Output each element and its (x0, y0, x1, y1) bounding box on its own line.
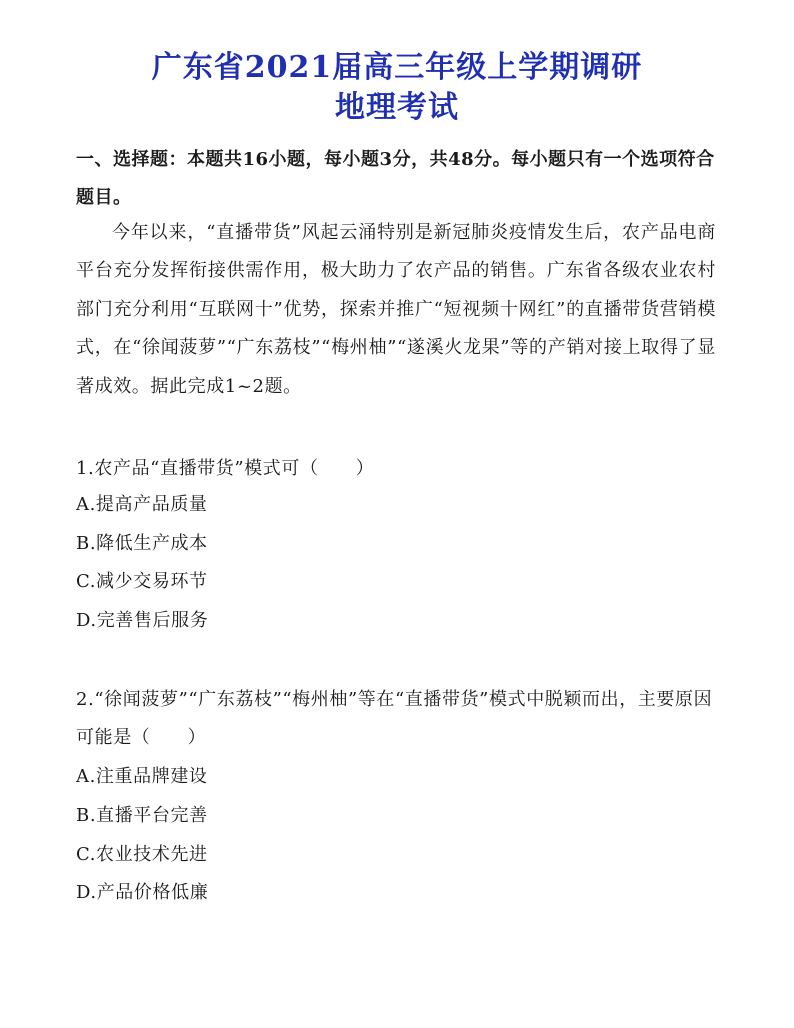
exam-subtitle: 地理考试 (335, 90, 459, 125)
question-2-option-a: A.注重品牌建设 (76, 766, 208, 787)
question-2-option-c: C.农业技术先进 (76, 844, 208, 865)
exam-title: 广东省2021届高三年级上学期调研 (151, 50, 643, 85)
question-1-option-a: A.提高产品质量 (76, 494, 208, 515)
question-2-option-d: D.产品价格低廉 (76, 882, 209, 903)
intro-paragraph: 今年以来，“直播带货”风起云涌特别是新冠肺炎疫情发生后，农产品电商平台充分发挥衔接供需作用，极大助力了农产品的销售。广东省各级农业农村部门充分利用“互联网十”优势，探索并推广“短视频十网红”的直播带货营销模式，在“徐闻菠萝”“广东荔枝”“梅州柚”“遂溪火龙果”等的产销对接上取得了显著成效。据此完成1~2题。 (76, 222, 716, 397)
question-1-option-d: D.完善售后服务 (76, 610, 209, 631)
question-1-option-b: B.降低生产成本 (76, 533, 208, 554)
section-heading: 一、选择题：本题共16小题，每小题3分，共48分。每小题只有一个选项符合题目。 (76, 149, 715, 208)
question-2-stem: 2.“徐闻菠萝”“广东荔枝”“梅州柚”等在“直播带货”模式中脱颖而出，主要原因可能是（ ） (76, 689, 713, 749)
question-2-option-b: B.直播平台完善 (76, 805, 208, 826)
question-1-stem: 1.农产品“直播带货”模式可（ ） (76, 458, 375, 479)
question-1-option-c: C.减少交易环节 (76, 571, 208, 592)
